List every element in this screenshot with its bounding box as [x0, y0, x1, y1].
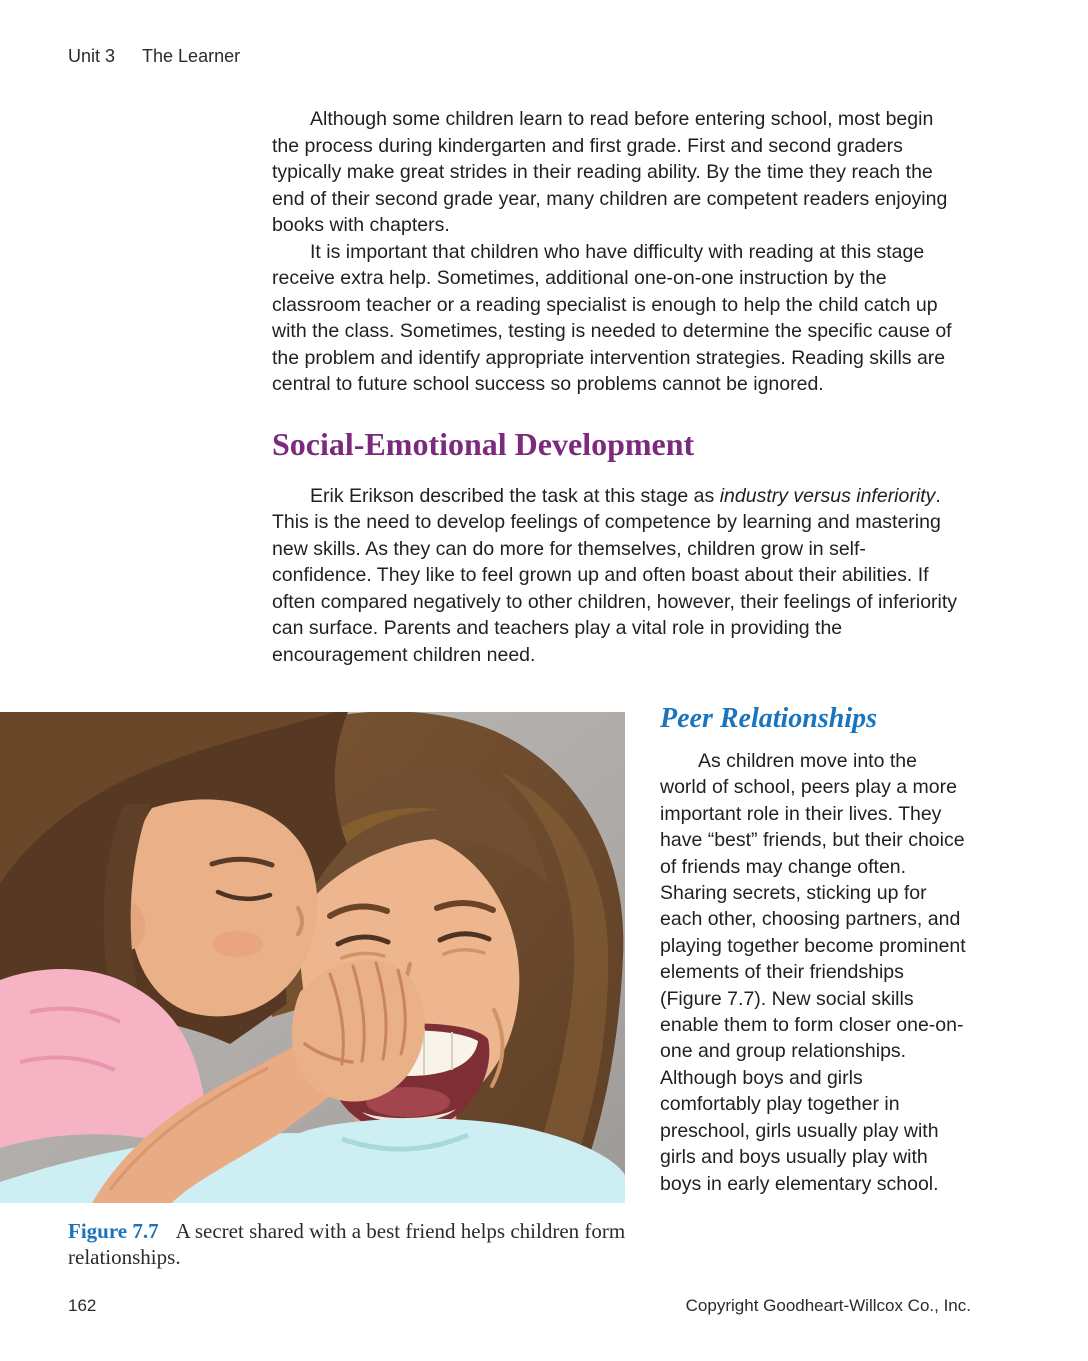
- paragraph-reading-1: Although some children learn to read before entering school, most begin the process during kindergarten and first grade. First and second graders typically make great strides in their reading ability. By the time they reach the end of their second grade year, many children are competent readers enjoying books with chapters.: [272, 108, 948, 236]
- figure-label: Figure 7.7: [68, 1219, 159, 1243]
- figure-caption-text: A secret shared with a best friend helps children form relationships.: [68, 1219, 626, 1269]
- photo-two-girls-whispering: [0, 712, 625, 1203]
- section-heading: Social-Emotional Development: [272, 425, 695, 462]
- paragraph-erikson: Erik Erikson described the task at this stage as industry versus inferiority. This is the need to develop feelings of competence by learning and mastering new skills. As they can do more for themselves, children grow in self-confidence. They like to feel grown up and often boast about their abilities. If often compared negatively to other children, however, their feelings of inferiority can surface. Parents and teachers play a vital role in providing the encouragement children need.: [272, 484, 958, 666]
- paragraph-peer: As children move into the world of school, peers play a more important role in their lives. They have “best” friends, but their choice of friends may change often. Sharing secrets, sticking up for each other, choosing partners, and playing together become prominent elements of their friendships (Figure 7.7). New social skills enable them to form closer one-on-one and group relationships. Although boys and girls comfortably play together in preschool, girls usually play with girls and boys usually play with boys in early elementary school.: [660, 750, 966, 1195]
- peer-relationships-heading: Peer Relationships: [660, 703, 878, 734]
- book-section-label: The Learner: [142, 46, 241, 66]
- main-text-column: [272, 106, 962, 668]
- figure-photo: [0, 712, 625, 1203]
- running-header: [68, 46, 240, 67]
- paragraph-reading-2: It is important that children who have difficulty with reading at this stage receive extra help. Sometimes, additional one-on-one instruction by the classroom teacher or a reading specialist is enough to help the child catch up with the class. Sometimes, testing is needed to determine the specific cause of the problem and identify appropriate intervention strategies. Reading skills are central to future school success so problems cannot be ignored.: [272, 240, 952, 395]
- figure-caption: [68, 1218, 648, 1270]
- copyright-notice: Copyright Goodheart-Willcox Co., Inc.: [685, 1296, 971, 1315]
- unit-label: Unit 3: [68, 46, 116, 66]
- page-number: 162: [68, 1296, 97, 1315]
- side-column: [660, 704, 968, 1197]
